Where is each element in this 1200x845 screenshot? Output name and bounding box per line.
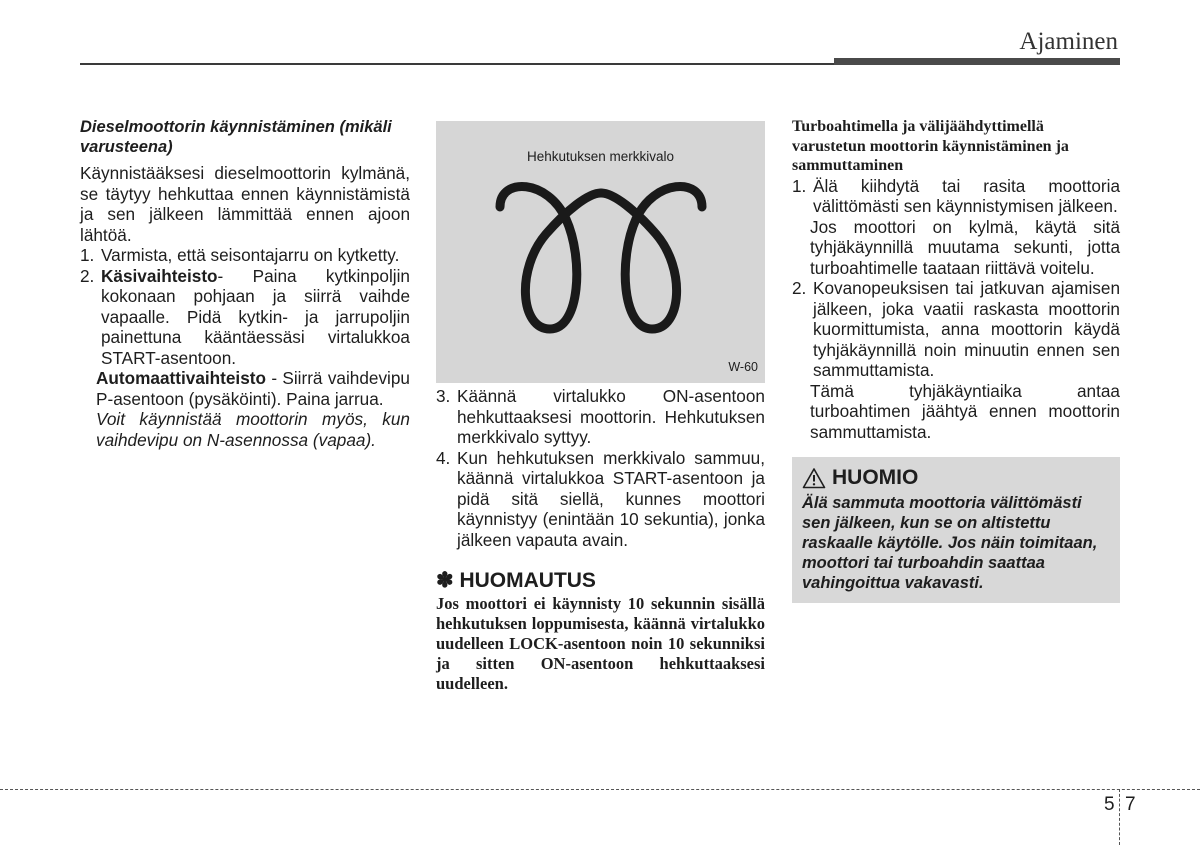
step-text: - Paina kytkinpoljin kokonaan pohjaan ja siirrä vaihde vapaalle. Pidä kytkin- ja jarrupoljin painettuna kääntäessäsi virtalukkoa START-asentoon. (101, 265, 410, 368)
step-number: 3. (436, 386, 451, 406)
footer-divider (1119, 789, 1120, 845)
note-heading (436, 568, 765, 594)
column-middle (436, 121, 765, 694)
item-number: 1. (792, 175, 807, 196)
caution-text: Älä sammuta moottoria välittömästi sen jälkeen, kun se on altistettu raskaalle käytölle. Jos näin toimitaan, moottori tai turboahdin saattaa vahingoittua vakavasti. (802, 494, 1098, 592)
step-4 (436, 448, 765, 551)
column-right (792, 117, 1120, 603)
step-number: 2. (80, 265, 95, 286)
manual-transmission-label: Käsivaihteisto (101, 265, 218, 286)
neutral-start-note: Voit käynnistää moottorin myös, kun vaihdevipu on N-asennossa (vapaa). (96, 409, 410, 450)
item-text: Kovanopeuksisen tai jatkuvan ajamisen jälkeen, joka vaatii raskasta moottorin kuormittumista, anna moottorin käydä tyhjäkäynnillä noin minuutin ennen sen sammuttamista. (813, 278, 1120, 380)
caution-title: HUOMIO (832, 465, 919, 489)
turbo-heading: Turboahtimella ja välijäähdyttimellä varustetun moottorin käynnistäminen ja sammuttaminen (792, 118, 1069, 174)
automatic-transmission-text: - Siirrä vaihdevipu P-asentoon (pysäköinti). Paina jarrua. (96, 368, 410, 409)
chapter-title: Ajaminen (1019, 28, 1118, 55)
figure-code: W-60 (728, 359, 758, 374)
diesel-start-heading: Dieselmoottorin käynnistäminen (mikäli varusteena) (80, 118, 392, 156)
step-text: Käännä virtalukko ON-asentoon hehkuttaaksesi moottorin. Hehkutuksen merkkivalo syttyy. (457, 386, 765, 447)
header-rule-accent (834, 58, 1120, 65)
automatic-transmission-label: Automaattivaihteisto (96, 368, 266, 388)
step-1 (80, 245, 410, 266)
turbo-item-1 (792, 176, 1120, 217)
automatic-transmission-paragraph (80, 368, 410, 409)
intro-paragraph: Käynnistääksesi dieselmoottorin kylmänä, se täytyy hehkuttaa ennen käynnistämistä ja sen jälkeen lämmittää ennen ajoon lähtöä. (80, 163, 410, 245)
turbo-item-2-detail: Tämä tyhjäkäyntiaika antaa turboahtimen jäähtyä ennen moottorin sammuttamista. (810, 380, 1120, 442)
section-number: 5 (1104, 794, 1115, 815)
column-left (80, 117, 410, 450)
turbo-item-1-detail: Jos moottori on kylmä, käytä sitä tyhjäkäynnillä muutama sekunti, jotta turboahtimelle taataan riittävä voitelu. (810, 216, 1120, 278)
caution-heading (802, 467, 1110, 489)
step-3 (436, 386, 765, 448)
glow-plug-indicator-icon (488, 179, 714, 339)
glow-indicator-figure (436, 121, 765, 383)
page-number: 7 (1125, 794, 1136, 815)
figure-title: Hehkutuksen merkkivalo (526, 149, 675, 164)
note-star-icon: ✽ (436, 569, 454, 592)
step-2 (80, 266, 410, 369)
warning-triangle-icon (802, 467, 826, 489)
footer-rule (0, 789, 1200, 790)
item-number: 2. (792, 278, 807, 298)
item-text: Älä kiihdytä tai rasita moottoria välittömästi sen käynnistymisen jälkeen. (813, 175, 1120, 216)
caution-box (792, 457, 1120, 603)
note-text: Jos moottori ei käynnisty 10 sekunnin sisällä hehkutuksen loppumisesta, käännä virtalukko uudelleen LOCK-asentoon noin 10 sekunniksi ja sitten ON-asentoon hehkuttaaksesi uudelleen. (436, 594, 765, 693)
step-number: 4. (436, 447, 451, 468)
step-text: Kun hehkutuksen merkkivalo sammuu, käännä virtalukkoa START-asentoon ja pidä sitä siellä, kunnes moottori käynnistyy (enintään 10 sekuntia), jonka jälkeen vapauta avain. (457, 447, 765, 550)
step-number: 1. (80, 245, 95, 265)
note-title: HUOMAUTUS (459, 569, 596, 592)
turbo-item-2 (792, 278, 1120, 381)
step-text: Varmista, että seisontajarru on kytketty. (101, 245, 400, 265)
